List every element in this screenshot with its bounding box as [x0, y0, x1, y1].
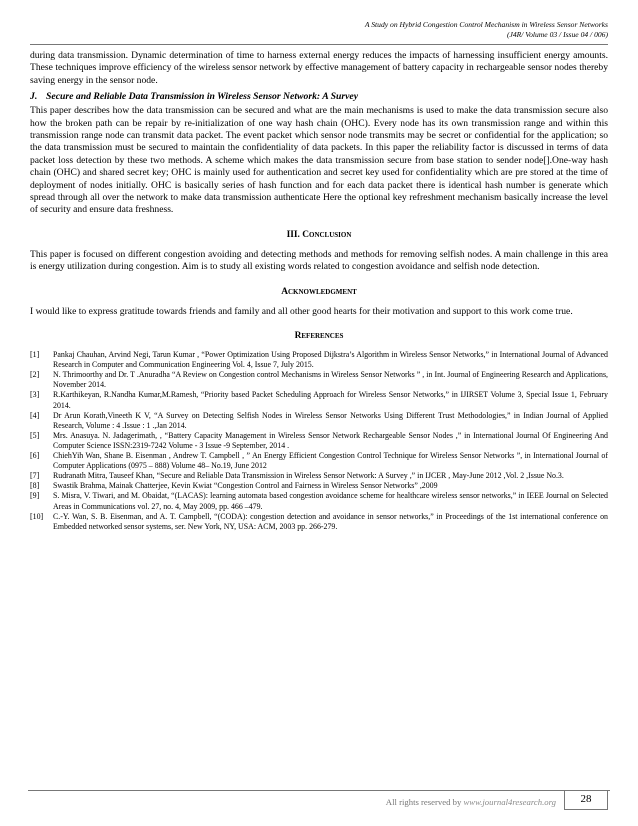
reference-item: [30, 370, 608, 390]
reference-text: Mrs. Anasuya. N. Jadagerimath, , “Battery Capacity Management in Wireless Sensor Network Rechargeable Sensor Nodes ,” in International Journal Of Engineering And Computer Science ISSN:2319-7242 Volume - 3 Issue -9 September, 2014 .: [53, 430, 608, 450]
references-heading: References: [294, 331, 344, 342]
reference-item: [30, 431, 608, 451]
reference-number: [8]: [30, 481, 40, 491]
header-divider: [30, 44, 608, 45]
reference-item: [30, 512, 608, 532]
subsection-title: Secure and Reliable Data Transmission in Wireless Sensor Network: A Survey: [46, 91, 359, 103]
reference-text: Swastik Brahma, Mainak Chatterjee, Kevin Kwiat “Congestion Control and Fairness in Wireless Sensor Networks” ,2009: [53, 481, 438, 491]
survey-paragraph: This paper describes how the data transmission can be secured and what are the main mechanisms is used to make the data transmission secure also how the broken path can be repair by re-initialization of one way hash chain (OHC). Every node has its own transmission range and within this transmission range node can transmit data packet. The event packet which sensor node transmits may be secret or confidential for the application; so the data transmission must be secured to maintain the confidentiality of data packets. In this paper the reliability factor is discussed in terms of data packet loss detection by these two methods. A scheme which makes the data transmission secure from base station to sender node[].One-way hash chain (OHC) and shared secret key; OHC is mainly used for authentication and secret key used for confidentiality which are pre stored at the time of deployment of nodes initially. OHC is basically series of hash function and for each data packet there is identical hash number is generate which spread through all over the network to make data transmission authenticate Here the optional key refreshment mechanism basically increase the level of security and ensure data freshness.: [30, 105, 608, 216]
reference-item: [30, 411, 608, 431]
reference-item: [30, 471, 608, 481]
reference-text: Rudranath Mitra, Tauseef Khan, “Secure and Reliable Data Transmission in Wireless Sensor Network: A Survey ,” in IJCER , May-June 2012 ,Vol. 2 ,Issue No.3.: [53, 471, 564, 481]
conclusion-heading: III. Conclusion: [286, 229, 352, 240]
reference-item: [30, 451, 608, 471]
journal-article-title: A Study on Hybrid Congestion Control Mechanism in Wireless Sensor Networks: [364, 20, 608, 29]
rights-text: All rights reserved by: [385, 797, 464, 807]
journal-issue: (J4R/ Volume 03 / Issue 04 / 006): [506, 30, 608, 39]
reference-number: [5]: [30, 430, 40, 440]
reference-item: [30, 481, 608, 491]
reference-number: [9]: [30, 491, 40, 501]
reference-number: [1]: [30, 350, 40, 360]
subsection-letter: J.: [30, 91, 38, 103]
reference-text: S. Misra, V. Tiwari, and M. Obaidat, “(LACAS): learning automata based congestion avoidance scheme for healthcare wireless sensor networks,” in IEEE Journal on Selected Areas in Communications vol. 27, no. 4, May 2009, pp. 466 –479.: [53, 491, 608, 511]
reference-number: [4]: [30, 410, 40, 420]
intro-paragraph: during data transmission. Dynamic determination of time to harness external energy reduces the impacts of harnessing insufficient energy amounts. These techniques improve efficiency of the wireless sensor network by effective management of battery capacity in rechargeable sensor nodes thereby saving energy in the sensor node.: [30, 50, 608, 86]
reference-text: Pankaj Chauhan, Arvind Negi, Tarun Kumar , “Power Optimization Using Proposed Dijkstra’s Algorithm in Wireless Sensor Networks,” in International Journal of Advanced Research in Computer and Communication Engineering Vol. 4, Issue 7, July 2015.: [53, 350, 608, 370]
reference-list: [30, 350, 608, 532]
reference-text: ChiehYih Wan, Shane B. Eisenman , Andrew T. Campbell , ” An Energy Efficient Congestion Control Technique for Wireless Sensor Networks ”, in International Journal of Computer Applications (0975 – 888) Volume 48– No.19, June 2012: [53, 451, 608, 471]
reference-text: N. Thrimoorthy and Dr. T .Anuradha “A Review on Congestion control Mechanisms in Wireless Sensor Networks ” , in Int. Journal of Engineering Research and Applications, November 2014.: [53, 370, 608, 390]
journal-link[interactable]: www.journal4research.org: [463, 797, 556, 807]
reference-number: [6]: [30, 451, 40, 461]
reference-number: [7]: [30, 471, 40, 481]
footer-divider: [28, 790, 610, 791]
reference-number: [2]: [30, 370, 40, 380]
conclusion-paragraph: This paper is focused on different congestion avoiding and detecting methods and methods for removing selfish nodes. A main challenge in this area is energy utilization during congestion. Aim is to study all existing words related to congestion avoidance and selfish node detection.: [30, 248, 608, 273]
running-header: [365, 20, 608, 40]
reference-text: Dr Arun Korath,Vineeth K V, “A Survey on Detecting Selfish Nodes in Wireless Sensor Networks Using Different Trust Methodologies,” in Indian Journal of Applied Research, Volume : 4 .Issue : 1 .,Jan 2014.: [53, 410, 608, 430]
subsection-heading: [30, 91, 608, 103]
reference-text: R.Karthikeyan, R.Nandha Kumar,M.Ramesh, “Priority based Packet Scheduling Approach for Wireless Sensor Networks,” in IJIRSET Volume 3, Special Issue 1, February 2014.: [53, 390, 608, 410]
acknowledgment-heading: Acknowledgment: [281, 286, 357, 297]
reference-number: [3]: [30, 390, 40, 400]
acknowledgment-paragraph: I would like to express gratitude towards friends and family and all other good hearts for their motivation and support to this work come true.: [30, 305, 573, 317]
reference-text: C.-Y. Wan, S. B. Eisenman, and A. T. Campbell, “(CODA): congestion detection and avoidance in sensor networks,” in Proceedings of the 1st international conference on Embedded networked sensor systems, ser. New York, NY, USA: ACM, 2003 pp. 266-279.: [53, 511, 608, 531]
reference-number: [10]: [30, 511, 44, 521]
reference-item: [30, 350, 608, 370]
reference-item: [30, 390, 608, 410]
page-content: [30, 50, 608, 532]
reference-item: [30, 491, 608, 511]
footer-rights: [386, 797, 556, 807]
page-number: 28: [564, 790, 608, 810]
